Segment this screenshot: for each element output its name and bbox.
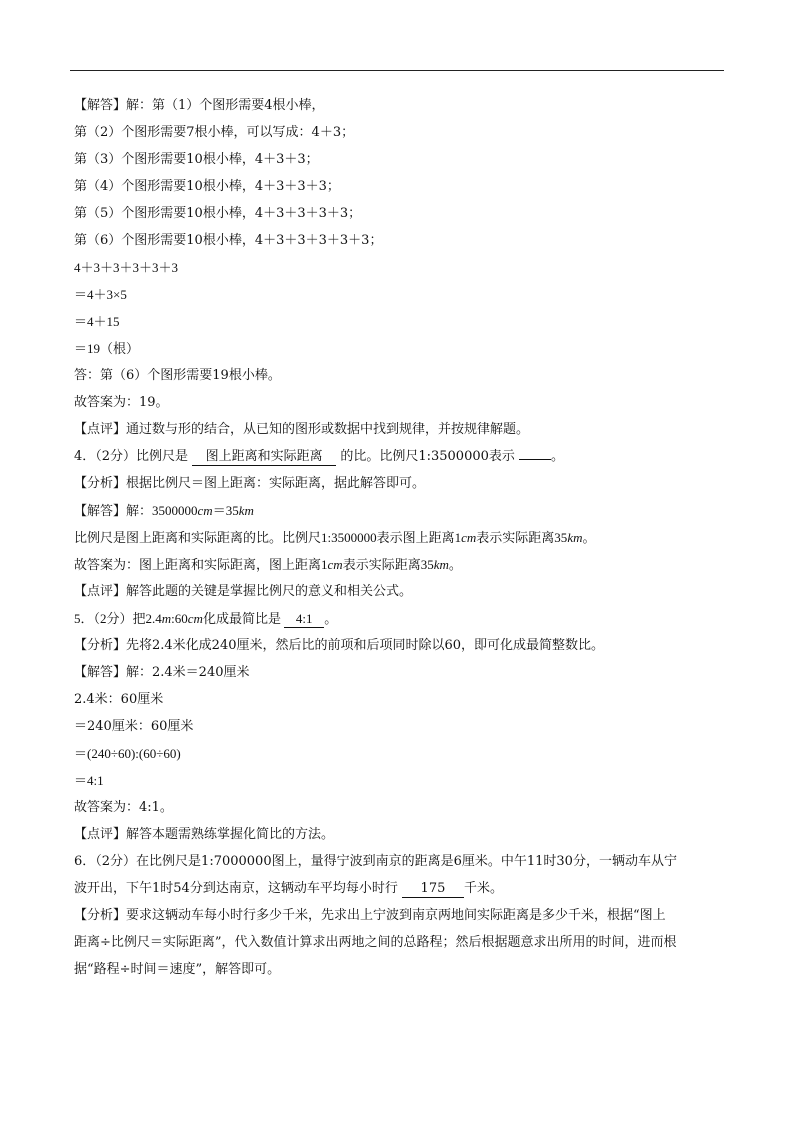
q5-stem-c: :60 [171,611,188,626]
q5-stem-f: 。 [324,611,338,626]
q4-explain-e: 。 [582,530,596,545]
q4-explain-d: km [567,530,583,545]
q4-final-e: 。 [448,557,462,572]
q4-stem-b: 的比。比例尺1:3500000表示 [340,449,515,464]
q4-answer-b: cm [197,503,213,518]
q5-comment: 【点评】解答本题需熟练掌握化简比的方法。 [74,827,335,842]
q5-step-1: 2.4米：60厘米 [74,692,164,707]
q3-calc-1: 4＋3＋3＋3＋3＋3 [74,260,179,275]
q4-final-d: km [433,557,449,572]
q4-answer-a: 【解答】解：3500000 [74,503,198,518]
q5-stem-a: 5．（2分）把2.4 [74,611,162,626]
q4-stem-c: 。 [551,449,565,464]
q6-analysis-3: 据“路程÷时间＝速度”，解答即可。 [74,962,281,977]
q4-blank-1: 图上距离和实际距离 [192,449,336,466]
q4-final-b: cm [327,557,343,572]
q3-calc-3: ＝4＋15 [74,314,120,329]
q3-step-2: 第（2）个图形需要7根小棒，可以写成：4＋3； [74,125,355,140]
q3-calc-2: ＝4＋3×5 [74,287,127,302]
q5-step-4: ＝4:1 [74,773,104,788]
q6-stem-2a: 波开出，下午1时54分到达南京，这辆动车平均每小时行 [74,881,398,896]
q4-analysis: 【分析】根据比例尺＝图上距离：实际距离，据此解答即可。 [74,476,426,491]
q3-step-6: 第（6）个图形需要10根小棒，4＋3＋3＋3＋3＋3； [74,233,383,248]
q6-analysis-1: 【分析】要求这辆动车每小时行多少千米，先求出上宁波到南京两地间实际距离是多少千米，根据“图上 [74,908,666,923]
q4-explain-b: cm [461,530,477,545]
q3-comment: 【点评】通过数与形的结合，从已知的图形或数据中找到规律，并按规律解题。 [74,422,530,437]
q6-blank: 175 [402,881,464,898]
q4-explain-a: 比例尺是图上距离和实际距离的比。比例尺1:3500000表示图上距离1 [74,530,462,545]
q4-answer [74,497,724,524]
q3-solution-intro: 【解答】解：第（1）个图形需要4根小棒， [74,98,325,113]
q4-blank-2 [519,459,551,460]
q4-answer-c: ＝35 [212,503,239,518]
document-body [74,92,724,983]
header-rule [70,70,724,71]
q3-step-4: 第（4）个图形需要10根小棒，4＋3＋3＋3； [74,179,340,194]
q4-final-c: 表示实际距离35 [342,557,434,572]
q6-stem-line-1: 6．（2分）在比例尺是1:7000000图上，量得宁波到南京的距离是6厘米。中午11时30分，一辆动车从宁 [74,854,677,869]
q4-stem-a: 4．（2分）比例尺是 [74,449,189,464]
q5-answer: 【解答】解：2.4米＝240厘米 [74,665,250,680]
q5-final: 故答案为：4:1。 [74,800,173,815]
q5-analysis: 【分析】先将2.4米化成240厘米，然后比的前项和后项同时除以60，即可化成最简整数比。 [74,638,605,653]
q5-stem-b: m [161,611,172,626]
q4-explain-c: 表示实际距离35 [476,530,568,545]
q6-stem-2b: 千米。 [463,881,503,896]
q5-stem-d: cm [187,611,203,626]
q3-final: 故答案为：19。 [74,395,169,410]
q3-calc-4: ＝19（根） [74,341,140,356]
q4-stem [74,443,724,470]
q5-stem-e: 化成最简比是 [202,611,281,626]
q5-blank: 4:1 [284,611,324,628]
q4-final-a: 故答案为：图上距离和实际距离，图上距离1 [74,557,328,572]
q4-explain [74,524,724,551]
q3-step-3: 第（3）个图形需要10根小棒，4＋3＋3； [74,152,319,167]
q4-final [74,551,724,578]
q5-step-2: ＝240厘米：60厘米 [74,719,194,734]
q5-stem [74,605,724,632]
q6-stem-line-2 [74,875,724,902]
q5-step-3: ＝(240÷60):(60÷60) [74,746,181,761]
q6-analysis-2: 距离÷比例尺＝实际距离”，代入数值计算求出两地之间的总路程；然后根据题意求出所用的时间，进而根 [74,935,677,950]
q3-step-5: 第（5）个图形需要10根小棒，4＋3＋3＋3＋3； [74,206,362,221]
q4-answer-d: km [238,503,254,518]
q3-answer: 答：第（6）个图形需要19根小棒。 [74,368,281,383]
q4-comment: 【点评】解答此题的关键是掌握比例尺的意义和相关公式。 [74,584,413,599]
